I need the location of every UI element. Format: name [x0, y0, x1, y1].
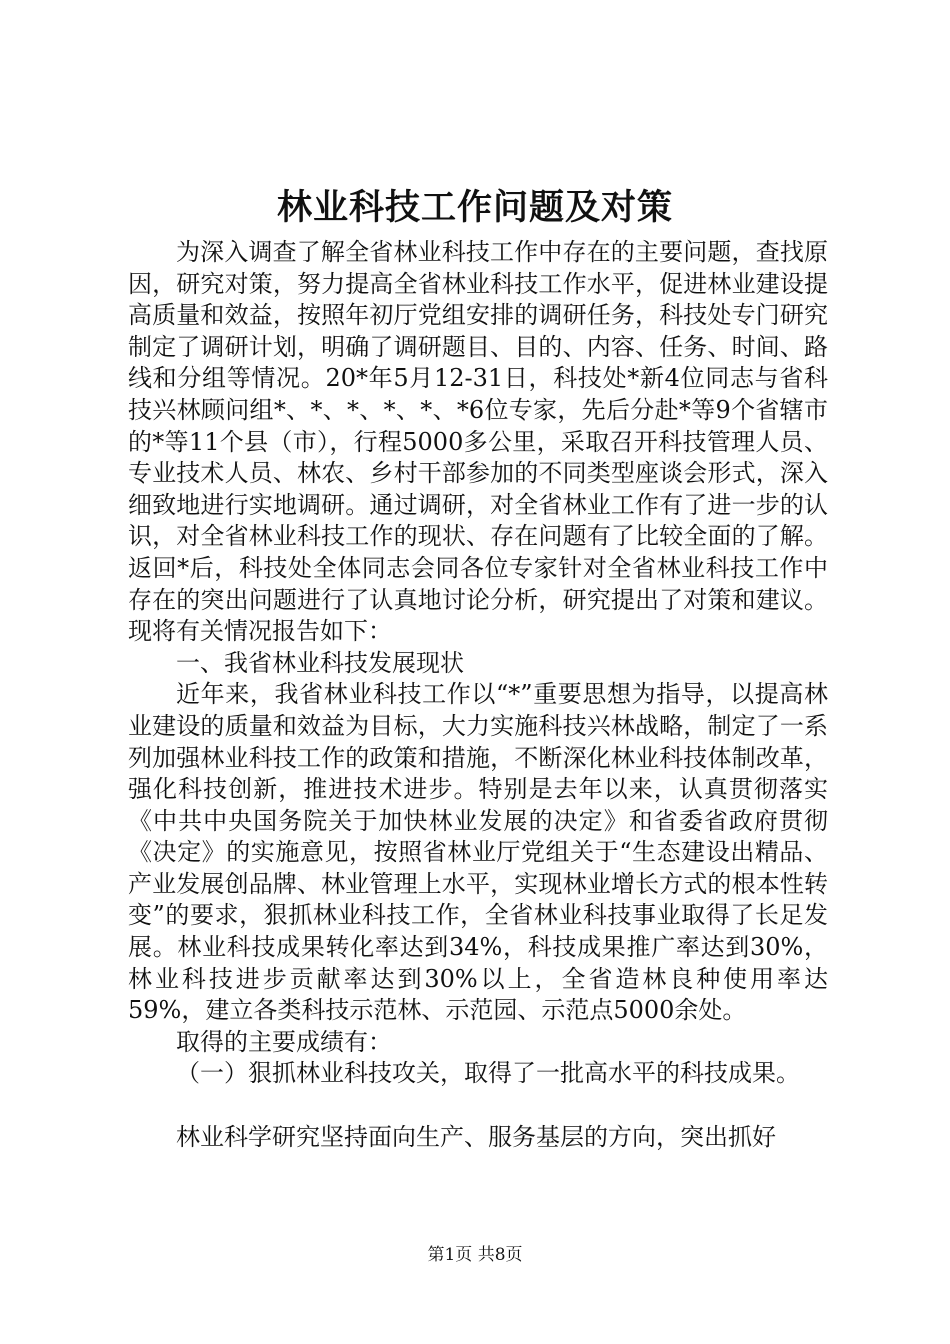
paragraph-achievements-intro: 取得的主要成绩有：	[176, 1027, 392, 1056]
subsection-heading-1: （一）狠抓林业科技攻关，取得了一批高水平的科技成果。	[176, 1059, 800, 1088]
page-footer: 第1页 共8页	[427, 1245, 523, 1265]
paragraph-research: 林业科学研究坚持面向生产、服务基层的方向，突出抓好	[176, 1122, 776, 1151]
document-title: 林业科技工作问题及对策	[276, 187, 673, 228]
section-heading-1: 一、我省林业科技发展现状	[176, 648, 464, 677]
paragraph-intro: 为深入调查了解全省林业科技工作中存在的主要问题，查找原因，研究对策，努力提高全省林业科技工作水平，促进林业建设提高质量和效益，按照年初厅党组安排的调研任务，科技处专门研究制定了调研计划，明确了调研题目、目的、内容、任务、时间、路线和分组等情况。20*年5月12-31日，科技处*新4位同志与省科技兴林顾问组*、*、*、*、*、*6位专家，先后分赴*等9个省辖市的*等11个县（市），行程5000多公里，采取召开科技管理人员、专业技术人员、林农、乡村干部参加的不同类型座谈会形式，深入细致地进行实地调研。通过调研，对全省林业工作有了进一步的认识，对全省林业科技工作的现状、存在问题有了比较全面的了解。返回*后，科技处全体同志会同各位专家针对全省林业科技工作中存在的突出问题进行了认真地讨论分析，研究提出了对策和建议。现将有关情况报告如下：	[128, 238, 828, 646]
paragraph-status: 近年来，我省林业科技工作以“*”重要思想为指导，以提高林业建设的质量和效益为目标，大力实施科技兴林战略，制定了一系列加强林业科技工作的政策和措施，不断深化林业科技体制改革，强化科技创新，推进技术进步。特别是去年以来，认真贯彻落实《中共中央国务院关于加快林业发展的决定》和省委省政府贯彻《决定》的实施意见，按照省林业厅党组关于“生态建设出精品、产业发展创品牌、林业管理上水平，实现林业增长方式的根本性转变”的要求，狠抓林业科技工作，全省林业科技事业取得了长足发展。林业科技成果转化率达到34%，科技成果推广率达到30%，林业科技进步贡献率达到30%以上，全省造林良种使用率达59%，建立各类科技示范林、示范园、示范点5000余处。	[128, 680, 828, 1025]
document-body	[128, 237, 828, 1153]
